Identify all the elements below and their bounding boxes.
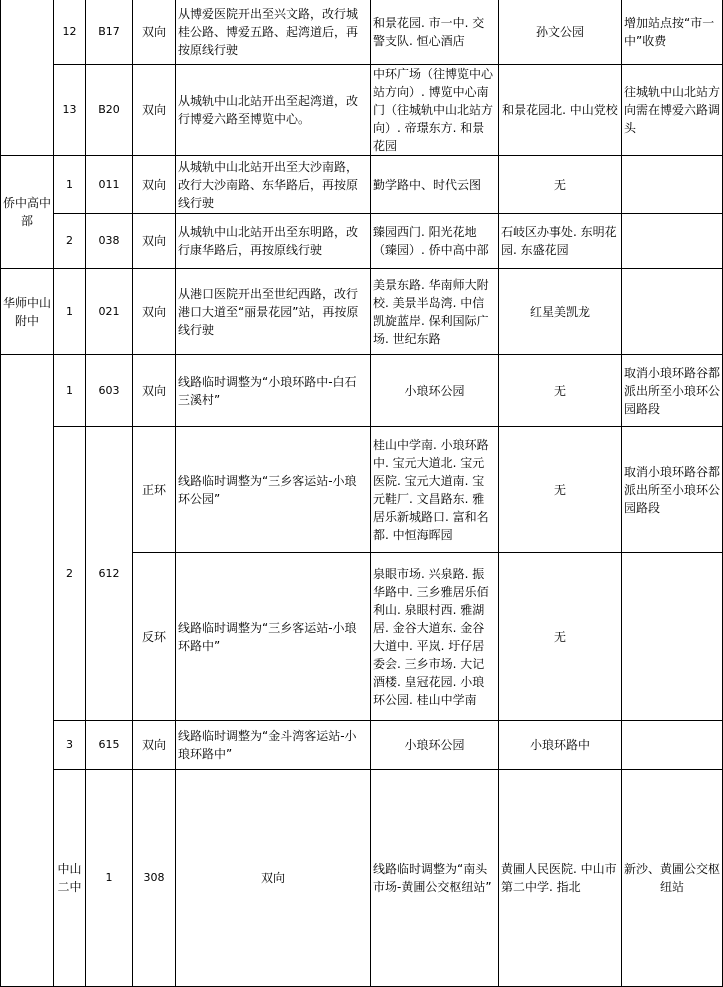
added-stops-cell: 桂山中学南. 小琅环路中. 宝元大道北. 宝元医院. 宝元大道南. 宝元鞋厂. 文昌路东. 雅居乐新城路口. 富和名都. 中恒海晖园 [371,427,499,553]
direction-cell: 正环 [133,427,176,553]
route-cell: 038 [86,214,133,269]
cancelled-stops-cell: 和景花园北. 中山党校 [499,65,622,156]
cancelled-stops-cell: 石岐区办事处. 东明花园. 东盛花园 [499,214,622,269]
note-cell [622,214,723,269]
added-stops-cell: 美景东路. 华南师大附校. 美景半岛湾. 中信凯旋蓝岸. 保利国际广场. 世纪东路 [371,269,499,355]
route-cell: B17 [86,0,133,65]
table-row [1,770,723,987]
table-row [1,427,723,553]
added-stops-cell: 和景花园. 市一中. 交警支队. 恒心酒店 [371,0,499,65]
seq-cell: 2 [54,214,86,269]
added-stops-cell: 小琅环公园 [371,355,499,427]
description-cell: 线路临时调整为“小琅环路中-白石三溪村” [176,355,371,427]
direction-cell: 双向 [133,269,176,355]
route-cell: B20 [86,65,133,156]
description-cell: 线路临时调整为“南头市场-黄圃公交枢纽站” [371,770,499,987]
added-stops-cell: 勤学路中、时代云图 [371,156,499,214]
direction-cell: 双向 [133,355,176,427]
route-cell: 603 [86,355,133,427]
cancelled-stops-cell: 无 [499,553,622,721]
seq-cell: 12 [54,0,86,65]
note-cell: 增加站点按“市一中”收费 [622,0,723,65]
direction-cell: 双向 [133,0,176,65]
seq-cell: 1 [54,355,86,427]
cancelled-stops-cell: 无 [499,156,622,214]
direction-cell: 双向 [176,770,371,987]
cancelled-stops-cell: 孙文公园 [499,0,622,65]
description-cell: 从博爱医院开出至兴文路，改行城桂公路、博爱五路、起湾道后，再按原线行驶 [176,0,371,65]
cancelled-stops-cell: 小琅环路中 [499,721,622,770]
note-cell: 往城轨中山北站方向需在博爱六路调头 [622,65,723,156]
direction-cell: 双向 [133,156,176,214]
table-row [1,355,723,427]
note-cell [622,156,723,214]
school-cell: 侨中高中部 [1,156,54,269]
seq-cell: 1 [86,770,133,987]
route-cell: 011 [86,156,133,214]
school-cell [1,355,54,987]
cancelled-stops-cell: 无 [499,427,622,553]
direction-cell: 双向 [133,65,176,156]
table-row [1,214,723,269]
note-cell: 取消小琅环路谷都派出所至小琅环公园路段 [622,427,723,553]
school-cell: 中山二中 [54,770,86,987]
cancelled-stops-cell: 红星美凯龙 [499,269,622,355]
note-cell [622,721,723,770]
table-row [1,0,723,65]
school-cell [1,0,54,156]
description-cell: 从城轨中山北站开出至东明路，改行康华路后，再按原线行驶 [176,214,371,269]
school-cell: 华师中山附中 [1,269,54,355]
description-cell: 从港口医院开出至世纪西路，改行港口大道至“丽景花园”站，再按原线行驶 [176,269,371,355]
route-cell: 615 [86,721,133,770]
description-cell: 从城轨中山北站开出至大沙南路，改行大沙南路、东华路后，再按原线行驶 [176,156,371,214]
route-cell: 021 [86,269,133,355]
seq-cell: 1 [54,269,86,355]
table-row [1,269,723,355]
direction-cell: 双向 [133,214,176,269]
table-row [1,65,723,156]
added-stops-cell: 小琅环公园 [371,721,499,770]
table-row [1,156,723,214]
seq-cell: 3 [54,721,86,770]
cancelled-stops-cell: 新沙、黄圃公交枢纽站 [622,770,723,987]
added-stops-cell: 臻园西门. 阳光花地（臻园）. 侨中高中部 [371,214,499,269]
description-cell: 线路临时调整为“金斗湾客运站-小琅环路中” [176,721,371,770]
seq-cell: 1 [54,156,86,214]
cancelled-stops-cell: 无 [499,355,622,427]
description-cell: 从城轨中山北站开出至起湾道，改行博爱六路至博览中心。 [176,65,371,156]
description-cell: 线路临时调整为“三乡客运站-小琅环公园” [176,427,371,553]
seq-cell: 2 [54,427,86,721]
added-stops-cell: 泉眼市场. 兴泉路. 振华路中. 三乡雅居乐佰利山. 泉眼村西. 雅湖居. 金谷大道东. 金谷大道中. 平岚. 圩仔居委会. 三乡市场. 大记酒楼. 皇冠花园. 小琅环公园. 桂山中学南 [371,553,499,721]
description-cell: 线路临时调整为“三乡客运站-小琅环路中” [176,553,371,721]
direction-cell: 双向 [133,721,176,770]
table-row [1,721,723,770]
note-cell [622,269,723,355]
note-cell: 取消小琅环路谷都派出所至小琅环公园路段 [622,355,723,427]
seq-cell: 13 [54,65,86,156]
direction-cell: 反环 [133,553,176,721]
route-cell: 308 [133,770,176,987]
note-cell [622,553,723,721]
added-stops-cell: 黄圃人民医院. 中山市第二中学. 指北 [499,770,622,987]
added-stops-cell: 中环广场（往博览中心站方向）. 博览中心南门（往城轨中山北站方向）. 帝璟东方. 和景花园 [371,65,499,156]
route-cell: 612 [86,427,133,721]
